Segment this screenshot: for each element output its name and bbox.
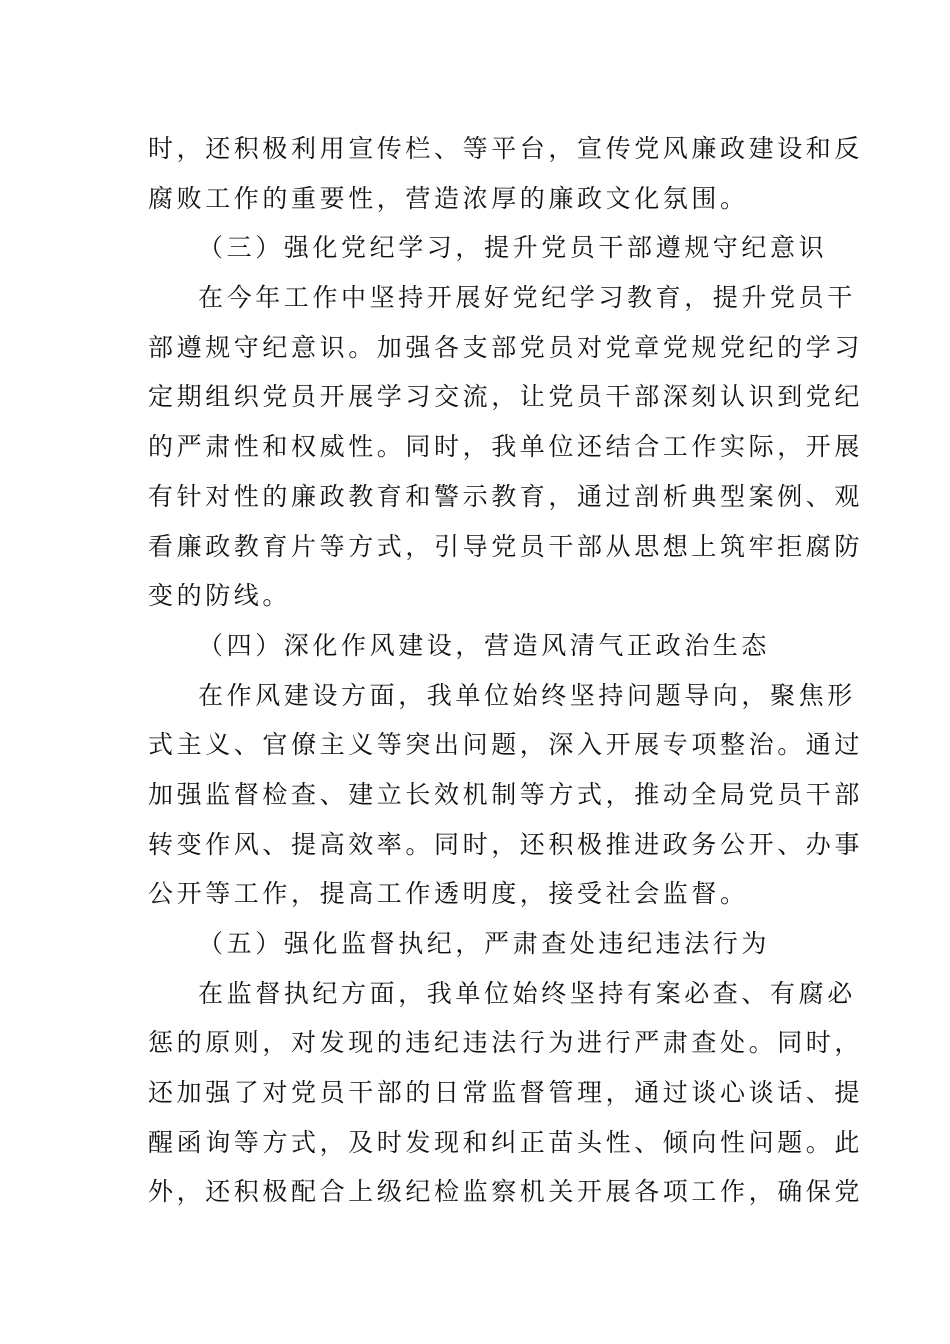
text-line: 部遵规守纪意识。加强各支部党员对党章党规党纪的学习 [148, 332, 864, 362]
text-line: 公开等工作，提高工作透明度，接受社会监督。 [148, 879, 749, 909]
section-heading-3: （三）强化党纪学习，提升党员干部遵规守纪意识 [198, 233, 828, 263]
paragraph-start: 在监督执纪方面，我单位始终坚持有案必查、有腐必 [198, 978, 856, 1008]
section-heading-5: （五）强化监督执纪，严肃查处违纪违法行为 [198, 929, 771, 958]
section-heading-4: （四）深化作风建设，营造风清气正政治生态 [198, 630, 771, 660]
text-line: 转变作风、提高效率。同时，还积极推进政务公开、办事 [148, 829, 864, 859]
paragraph-start: 在作风建设方面，我单位始终坚持问题导向，聚焦形 [198, 680, 856, 710]
text-line: 有针对性的廉政教育和警示教育，通过剖析典型案例、观 [148, 481, 864, 511]
text-line: 的严肃性和权威性。同时，我单位还结合工作实际，开展 [148, 432, 864, 462]
text-line: 醒函询等方式，及时发现和纠正苗头性、倾向性问题。此 [148, 1127, 864, 1157]
text-line: 看廉政教育片等方式，引导党员干部从思想上筑牢拒腐防 [148, 531, 864, 561]
text-line: 还加强了对党员干部的日常监督管理，通过谈心谈话、提 [148, 1078, 864, 1108]
paragraph-start: 在今年工作中坚持开展好党纪学习教育，提升党员干 [198, 283, 856, 313]
text-line: 式主义、官僚主义等突出问题，深入开展专项整治。通过 [148, 730, 864, 760]
text-line: 惩的原则，对发现的违纪违法行为进行严肃查处。同时， [148, 1028, 864, 1058]
text-line: 变的防线。 [148, 581, 292, 611]
text-line: 腐败工作的重要性，营造浓厚的廉政文化氛围。 [148, 183, 749, 213]
text-line: 定期组织党员开展学习交流，让党员干部深刻认识到党纪 [148, 382, 864, 412]
text-line: 加强监督检查、建立长效机制等方式，推动全局党员干部 [148, 779, 864, 809]
text-line: 时，还积极利用宣传栏、等平台，宣传党风廉政建设和反 [148, 134, 864, 163]
document-body [148, 124, 864, 1217]
text-line: 外，还积极配合上级纪检监察机关开展各项工作，确保党 [148, 1177, 864, 1207]
